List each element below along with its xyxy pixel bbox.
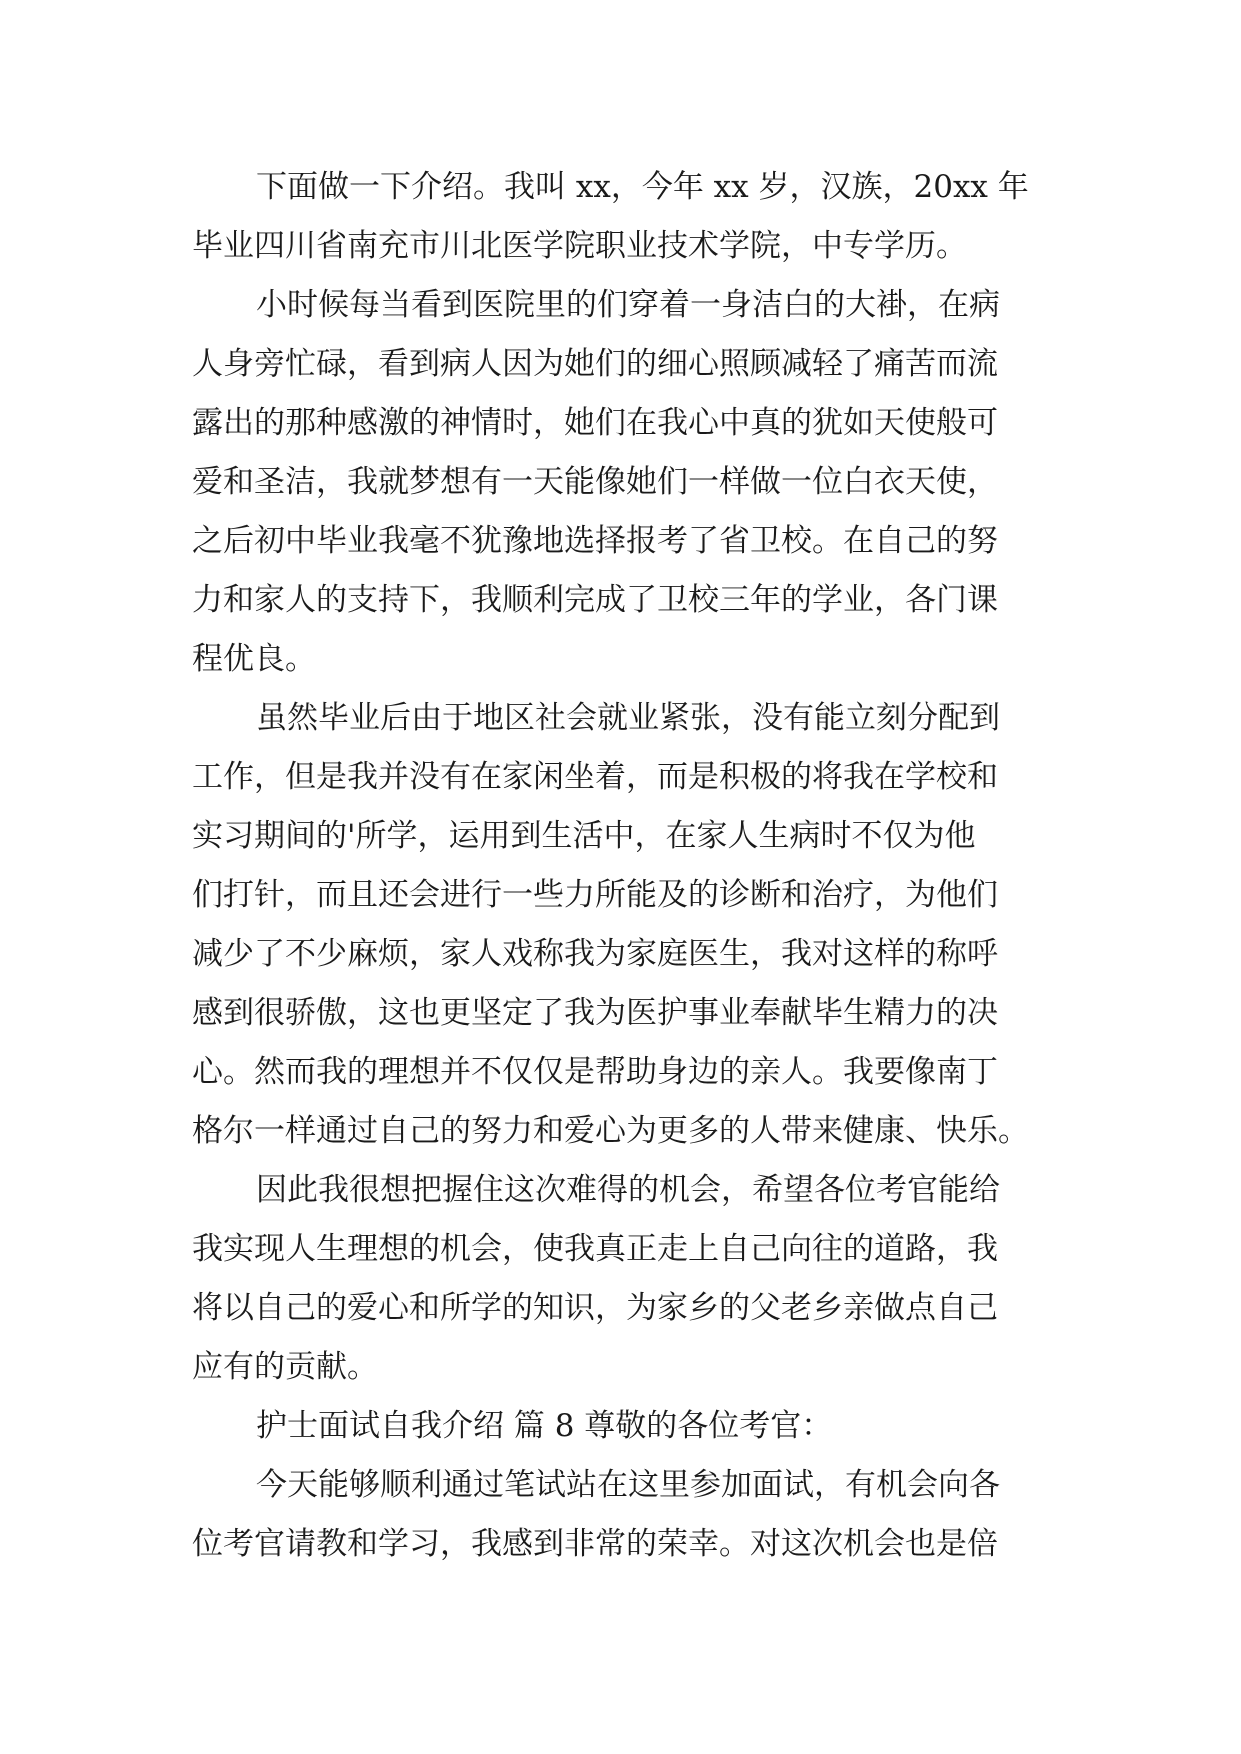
section-heading: 护士面试自我介绍 篇 8 尊敬的各位考官： (256, 1408, 833, 1444)
text-line: 虽然毕业后由于地区社会就业紧张，没有能立刻分配到 (256, 700, 1000, 736)
text-line: 格尔一样通过自己的努力和爱心为更多的人带来健康、快乐。 (192, 1113, 1029, 1149)
text-line: 应有的贡献。 (192, 1349, 378, 1385)
text-line: 位考官请教和学习，我感到非常的荣幸。对这次机会也是倍 (192, 1526, 998, 1562)
text-line: 力和家人的支持下，我顺利完成了卫校三年的学业，各门课 (192, 582, 998, 618)
text-line: 心。然而我的理想并不仅仅是帮助身边的亲人。我要像南丁 (192, 1054, 998, 1090)
text-line: 今天能够顺利通过笔试站在这里参加面试，有机会向各 (256, 1467, 1000, 1503)
text-line: 感到很骄傲，这也更坚定了我为医护事业奉献毕生精力的决 (192, 995, 998, 1031)
text-line: 人身旁忙碌，看到病人因为她们的细心照顾减轻了痛苦而流 (192, 346, 998, 382)
text-line: 实习期间的'所学，运用到生活中，在家人生病时不仅为他 (192, 818, 976, 854)
document-body (192, 158, 1052, 1574)
text-line: 下面做一下介绍。我叫 xx，今年 xx 岁，汉族，20xx 年 (256, 169, 1029, 205)
text-line: 因此我很想把握住这次难得的机会，希望各位考官能给 (256, 1172, 1000, 1208)
text-line: 工作，但是我并没有在家闲坐着，而是积极的将我在学校和 (192, 759, 998, 795)
text-line: 小时候每当看到医院里的们穿着一身洁白的大褂，在病 (256, 287, 1000, 323)
text-line: 爱和圣洁，我就梦想有一天能像她们一样做一位白衣天使， (192, 464, 998, 500)
text-line: 程优良。 (192, 641, 316, 677)
text-line: 减少了不少麻烦，家人戏称我为家庭医生，我对这样的称呼 (192, 936, 998, 972)
text-line: 们打针，而且还会进行一些力所能及的诊断和治疗，为他们 (192, 877, 998, 913)
text-line: 露出的那种感激的神情时，她们在我心中真的犹如天使般可 (192, 405, 998, 441)
text-line: 之后初中毕业我毫不犹豫地选择报考了省卫校。在自己的努 (192, 523, 998, 559)
text-line: 将以自己的爱心和所学的知识，为家乡的父老乡亲做点自己 (192, 1290, 998, 1326)
text-line: 我实现人生理想的机会，使我真正走上自己向往的道路，我 (192, 1231, 998, 1267)
text-line: 毕业四川省南充市川北医学院职业技术学院，中专学历。 (192, 228, 967, 264)
